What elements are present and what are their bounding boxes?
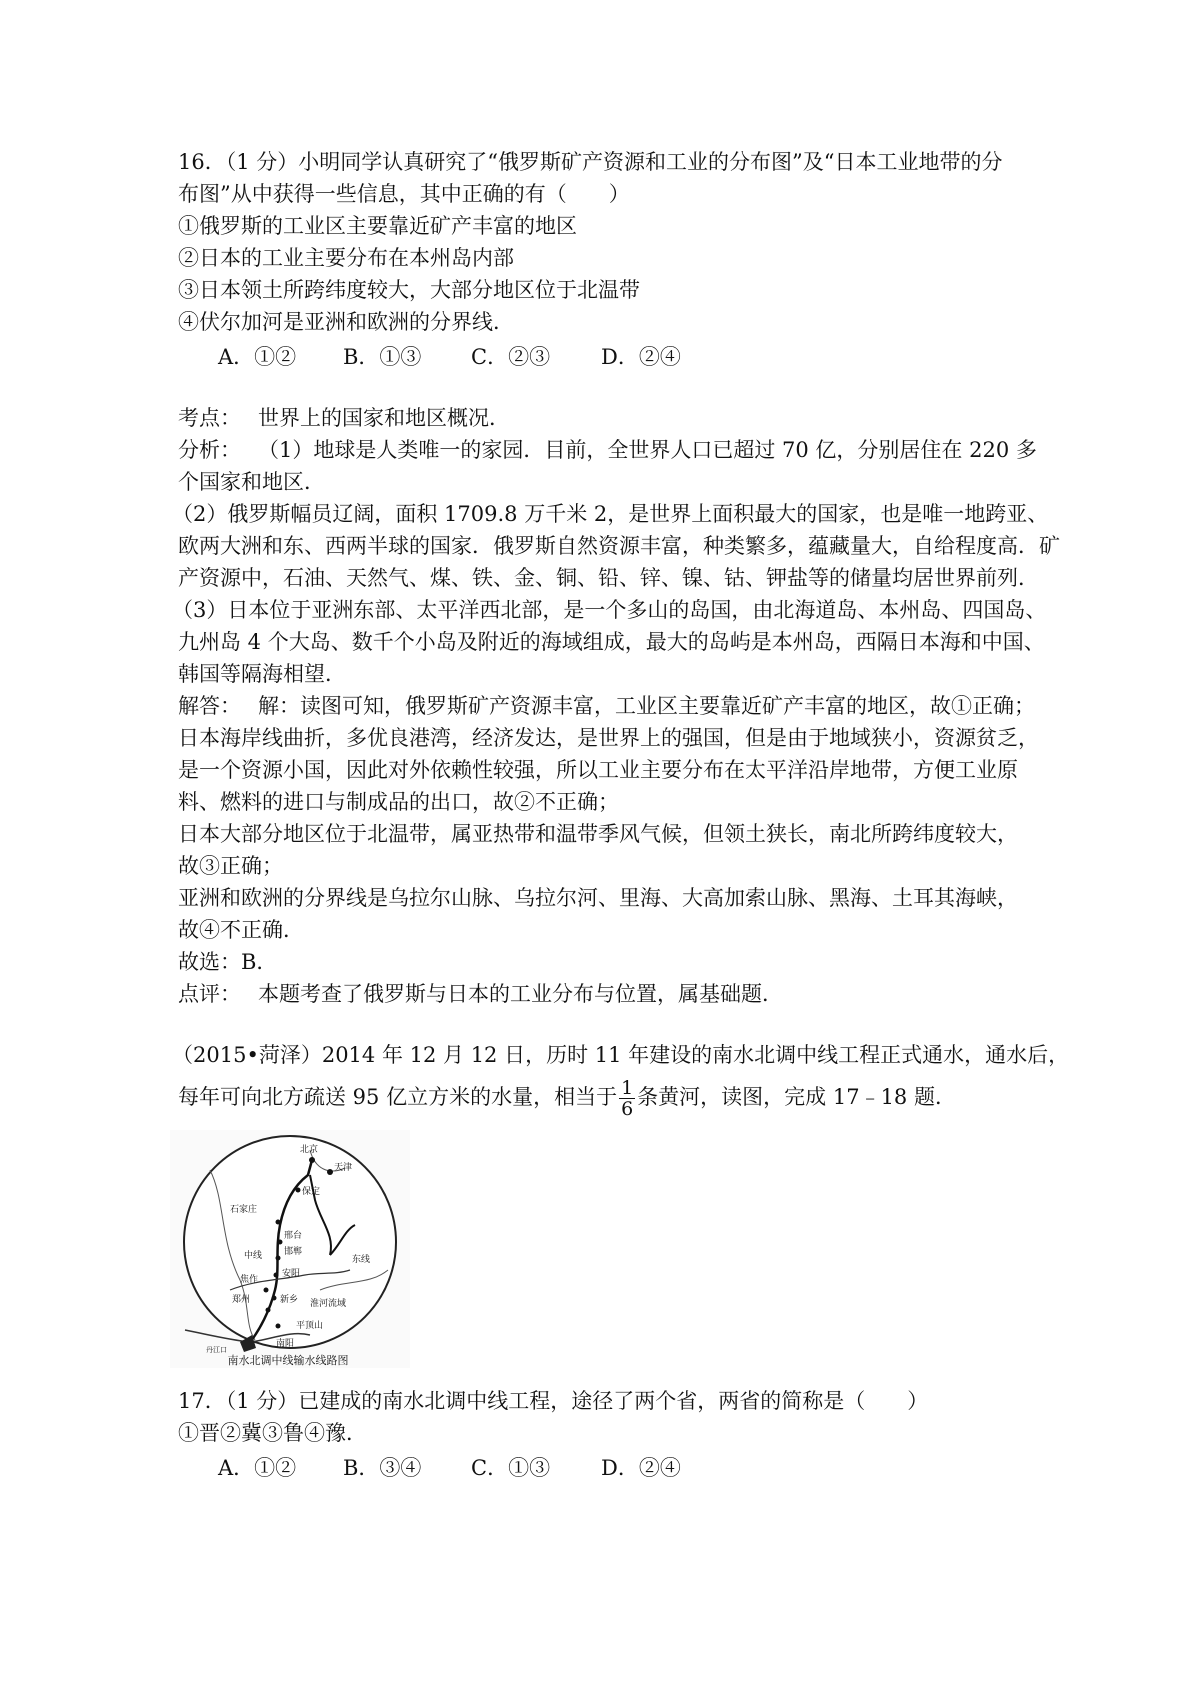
fenxi-line: （1）地球是人类唯一的家园．目前，全世界人口已超过 70 亿，分别居住在 220 多 — [258, 438, 1037, 462]
label-jiaozuo: 焦作 — [240, 1275, 259, 1285]
q17-option-d: D．②④ — [601, 1456, 681, 1480]
dianping-text: 本题考查了俄罗斯与日本的工业分布与位置，属基础题． — [258, 982, 783, 1006]
label-zhengzhou: 郑州 — [232, 1295, 251, 1305]
intro-line1: （2015•菏泽）2014 年 12 月 12 日，历时 11 年建设的南水北调中线工程正式通水，通水后， — [172, 1043, 1070, 1067]
label-pingdingshan: 平顶山 — [296, 1321, 324, 1331]
kaodian-label: 考点： — [178, 406, 241, 430]
q16-stem-line2: 布图”从中获得一些信息，其中正确的有（ ） — [178, 182, 630, 206]
city-dot-baoding — [296, 1188, 301, 1193]
label-beijing: 北京 — [300, 1145, 319, 1155]
label-handan: 邯郸 — [284, 1247, 303, 1257]
fraction-denominator: 6 — [621, 1098, 634, 1120]
label-huaihe: 淮河流域 — [310, 1299, 347, 1309]
q16-stem-line1: 16．（1 分）小明同学认真研究了“俄罗斯矿产资源和工业的分布图”及“日本工业地带的分 — [178, 150, 1003, 174]
label-nanyang: 南阳 — [276, 1339, 295, 1349]
q17-option-b: B．③④ — [343, 1456, 422, 1480]
fenxi-line: 产资源中，石油、天然气、煤、铁、金、铜、铅、锌、镍、钴、钾盐等的储量均居世界前列． — [178, 566, 1039, 590]
map-caption: 南水北调中线输水线路图 — [227, 1354, 349, 1367]
fenxi-line: 个国家和地区． — [178, 470, 325, 494]
jieda-line: 日本海岸线曲折，多优良港湾，经济发达，是世界上的强国，但是由于地域狭小，资源贫乏， — [178, 726, 1039, 750]
fenxi-line: 韩国等隔海相望． — [178, 662, 346, 686]
label-anyang: 安阳 — [282, 1269, 301, 1279]
q17-stem: 17．（1 分）已建成的南水北调中线工程，途径了两个省，两省的简称是（ ） — [178, 1389, 929, 1413]
city-dot-jiaozuo — [264, 1288, 269, 1293]
city-dot-anyang — [274, 1273, 279, 1278]
city-dot-tianjin — [327, 1169, 333, 1175]
q16-item-1: ①俄罗斯的工业区主要靠近矿产丰富的地区 — [178, 214, 577, 238]
fraction-numerator: 1 — [621, 1077, 634, 1099]
jieda-line: 故③正确； — [178, 854, 283, 878]
city-dot-xinxiang — [272, 1296, 277, 1301]
q16-option-b: B．①③ — [343, 345, 422, 369]
jieda-line: 故选：B． — [178, 950, 278, 974]
label-xingtai: 邢台 — [284, 1231, 303, 1241]
city-dot-xingtai — [278, 1240, 283, 1245]
fenxi-label: 分析： — [178, 438, 241, 462]
fenxi-line: 九州岛 4 个大岛、数千个小岛及附近的海域组成，最大的岛屿是本州岛，西隔日本海和中国、 — [178, 630, 1045, 654]
q16-item-2: ②日本的工业主要分布在本州岛内部 — [178, 246, 514, 270]
fenxi-line: （3）日本位于亚洲东部、太平洋西北部，是一个多山的岛国，由北海道岛、本州岛、四国岛、 — [172, 598, 1047, 622]
jieda-line: 解：读图可知，俄罗斯矿产资源丰富，工业区主要靠近矿产丰富的地区，故①正确； — [258, 694, 1035, 718]
q17-items: ①晋②冀③鲁④豫． — [178, 1421, 367, 1445]
intro-line2-post: 条黄河，读图，完成 17﹣18 题． — [637, 1085, 956, 1109]
label-shijiazhuang: 石家庄 — [230, 1205, 258, 1215]
map-circle — [184, 1136, 396, 1348]
fenxi-line: （2）俄罗斯幅员辽阔，面积 1709.8 万千米 2，是世界上面积最大的国家，也是唯一地跨亚、 — [172, 502, 1049, 526]
q16-option-c: C．②③ — [471, 345, 551, 369]
jieda-line: 日本大部分地区位于北温带，属亚热带和温带季风气候，但领土狭长，南北所跨纬度较大， — [178, 822, 1018, 846]
city-dot-beijing — [309, 1157, 315, 1163]
fenxi-line: 欧两大洲和东、西两半球的国家．俄罗斯自然资源丰富，种类繁多，蕴藏量大，自给程度高．矿 — [178, 534, 1060, 558]
intro-line2 — [178, 1074, 956, 1120]
q16-option-d: D．②④ — [601, 345, 681, 369]
city-dot-pingdingshan — [276, 1324, 281, 1329]
south-north-water-map — [170, 1130, 410, 1368]
label-zhongxian: 中线 — [244, 1251, 263, 1261]
jieda-line: 故④不正确． — [178, 918, 304, 942]
label-tianjin: 天津 — [334, 1163, 353, 1173]
dianping-label: 点评： — [178, 982, 241, 1006]
label-danjiangkou: 丹江口 — [206, 1346, 227, 1354]
q17-option-c: C．①③ — [471, 1456, 551, 1480]
q16-item-3: ③日本领土所跨纬度较大，大部分地区位于北温带 — [178, 278, 640, 302]
jieda-line: 亚洲和欧洲的分界线是乌拉尔山脉、乌拉尔河、里海、大高加索山脉、黑海、土耳其海峡， — [178, 886, 1018, 910]
q17-option-a: A．①② — [218, 1456, 297, 1480]
jieda-line: 料、燃料的进口与制成品的出口，故②不正确； — [178, 790, 619, 814]
label-dongxian: 东线 — [352, 1255, 371, 1265]
q16-option-a: A．①② — [218, 345, 297, 369]
city-dot-shijiazhuang — [276, 1220, 281, 1225]
city-dot-handan — [276, 1256, 281, 1261]
q16-item-4: ④伏尔加河是亚洲和欧洲的分界线． — [178, 310, 514, 334]
intro-line2-pre: 每年可向北方疏送 95 亿立方米的水量，相当于 — [178, 1085, 618, 1109]
jieda-line: 是一个资源小国，因此对外依赖性较强，所以工业主要分布在太平洋沿岸地带，方便工业原 — [178, 758, 1018, 782]
fraction — [619, 1078, 635, 1119]
label-xinxiang: 新乡 — [280, 1295, 299, 1305]
jieda-label: 解答： — [178, 694, 241, 718]
label-baoding: 保定 — [302, 1187, 321, 1197]
city-dot-zhengzhou — [266, 1308, 271, 1313]
kaodian-text: 世界上的国家和地区概况． — [258, 406, 510, 430]
